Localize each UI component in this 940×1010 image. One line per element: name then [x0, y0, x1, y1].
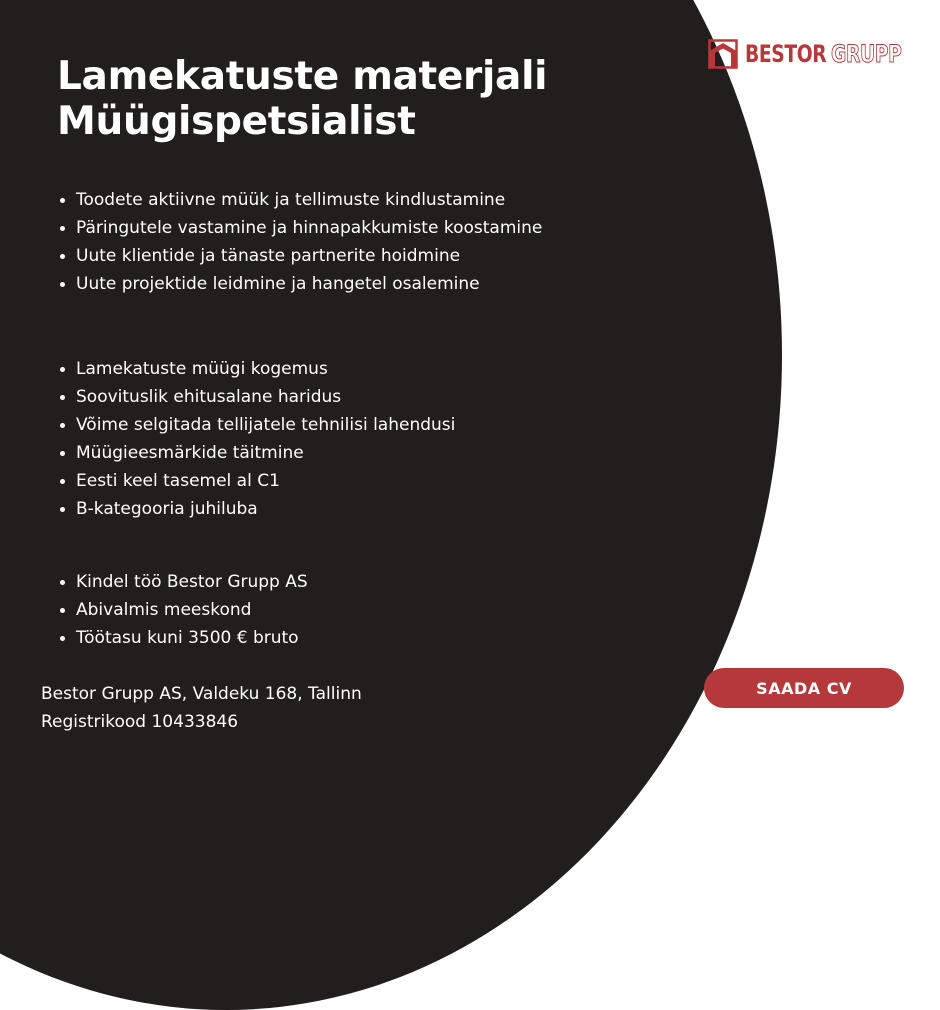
brand-wordmark: [745, 40, 901, 68]
roof-icon: [708, 39, 738, 69]
send-cv-button[interactable]: SAADA CV: [704, 668, 904, 708]
brand-logo: [708, 38, 940, 70]
list-item: Uute klientide ja tänaste partnerite hoidmine: [58, 242, 542, 270]
list-item: B-kategooria juhiluba: [58, 495, 455, 523]
list-item: Päringutele vastamine ja hinnapakkumiste koostamine: [58, 214, 542, 242]
offer-list: [58, 568, 308, 652]
job-title: [57, 54, 547, 144]
list-item: Soovituslik ehitusalane haridus: [58, 383, 455, 411]
list-item: Müügieesmärkide täitmine: [58, 439, 455, 467]
requirements-list: [58, 355, 455, 523]
company-reg-code: Registrikood 10433846: [41, 712, 239, 732]
company-address: Bestor Grupp AS, Valdeku 168, Tallinn: [41, 684, 362, 704]
list-item: Abivalmis meeskond: [58, 596, 308, 624]
company-contact: [41, 680, 362, 736]
list-item: Töötasu kuni 3500 € bruto: [58, 624, 308, 652]
list-item: Kindel töö Bestor Grupp AS: [58, 568, 308, 596]
list-item: Toodete aktiivne müük ja tellimuste kindlustamine: [58, 186, 542, 214]
job-title-line-1: Lamekatuste materjali: [57, 54, 548, 99]
list-item: Lamekatuste müügi kogemus: [58, 355, 455, 383]
job-title-line-2: Müügispetsialist: [57, 99, 416, 144]
list-item: Uute projektide leidmine ja hangetel osalemine: [58, 270, 542, 298]
brand-name-grupp: GRUPP: [830, 40, 902, 68]
list-item: Võime selgitada tellijatele tehnilisi lahendusi: [58, 411, 455, 439]
list-item: Eesti keel tasemel al C1: [58, 467, 455, 495]
responsibilities-list: [58, 186, 542, 298]
brand-name-bestor: BESTOR: [745, 40, 827, 68]
